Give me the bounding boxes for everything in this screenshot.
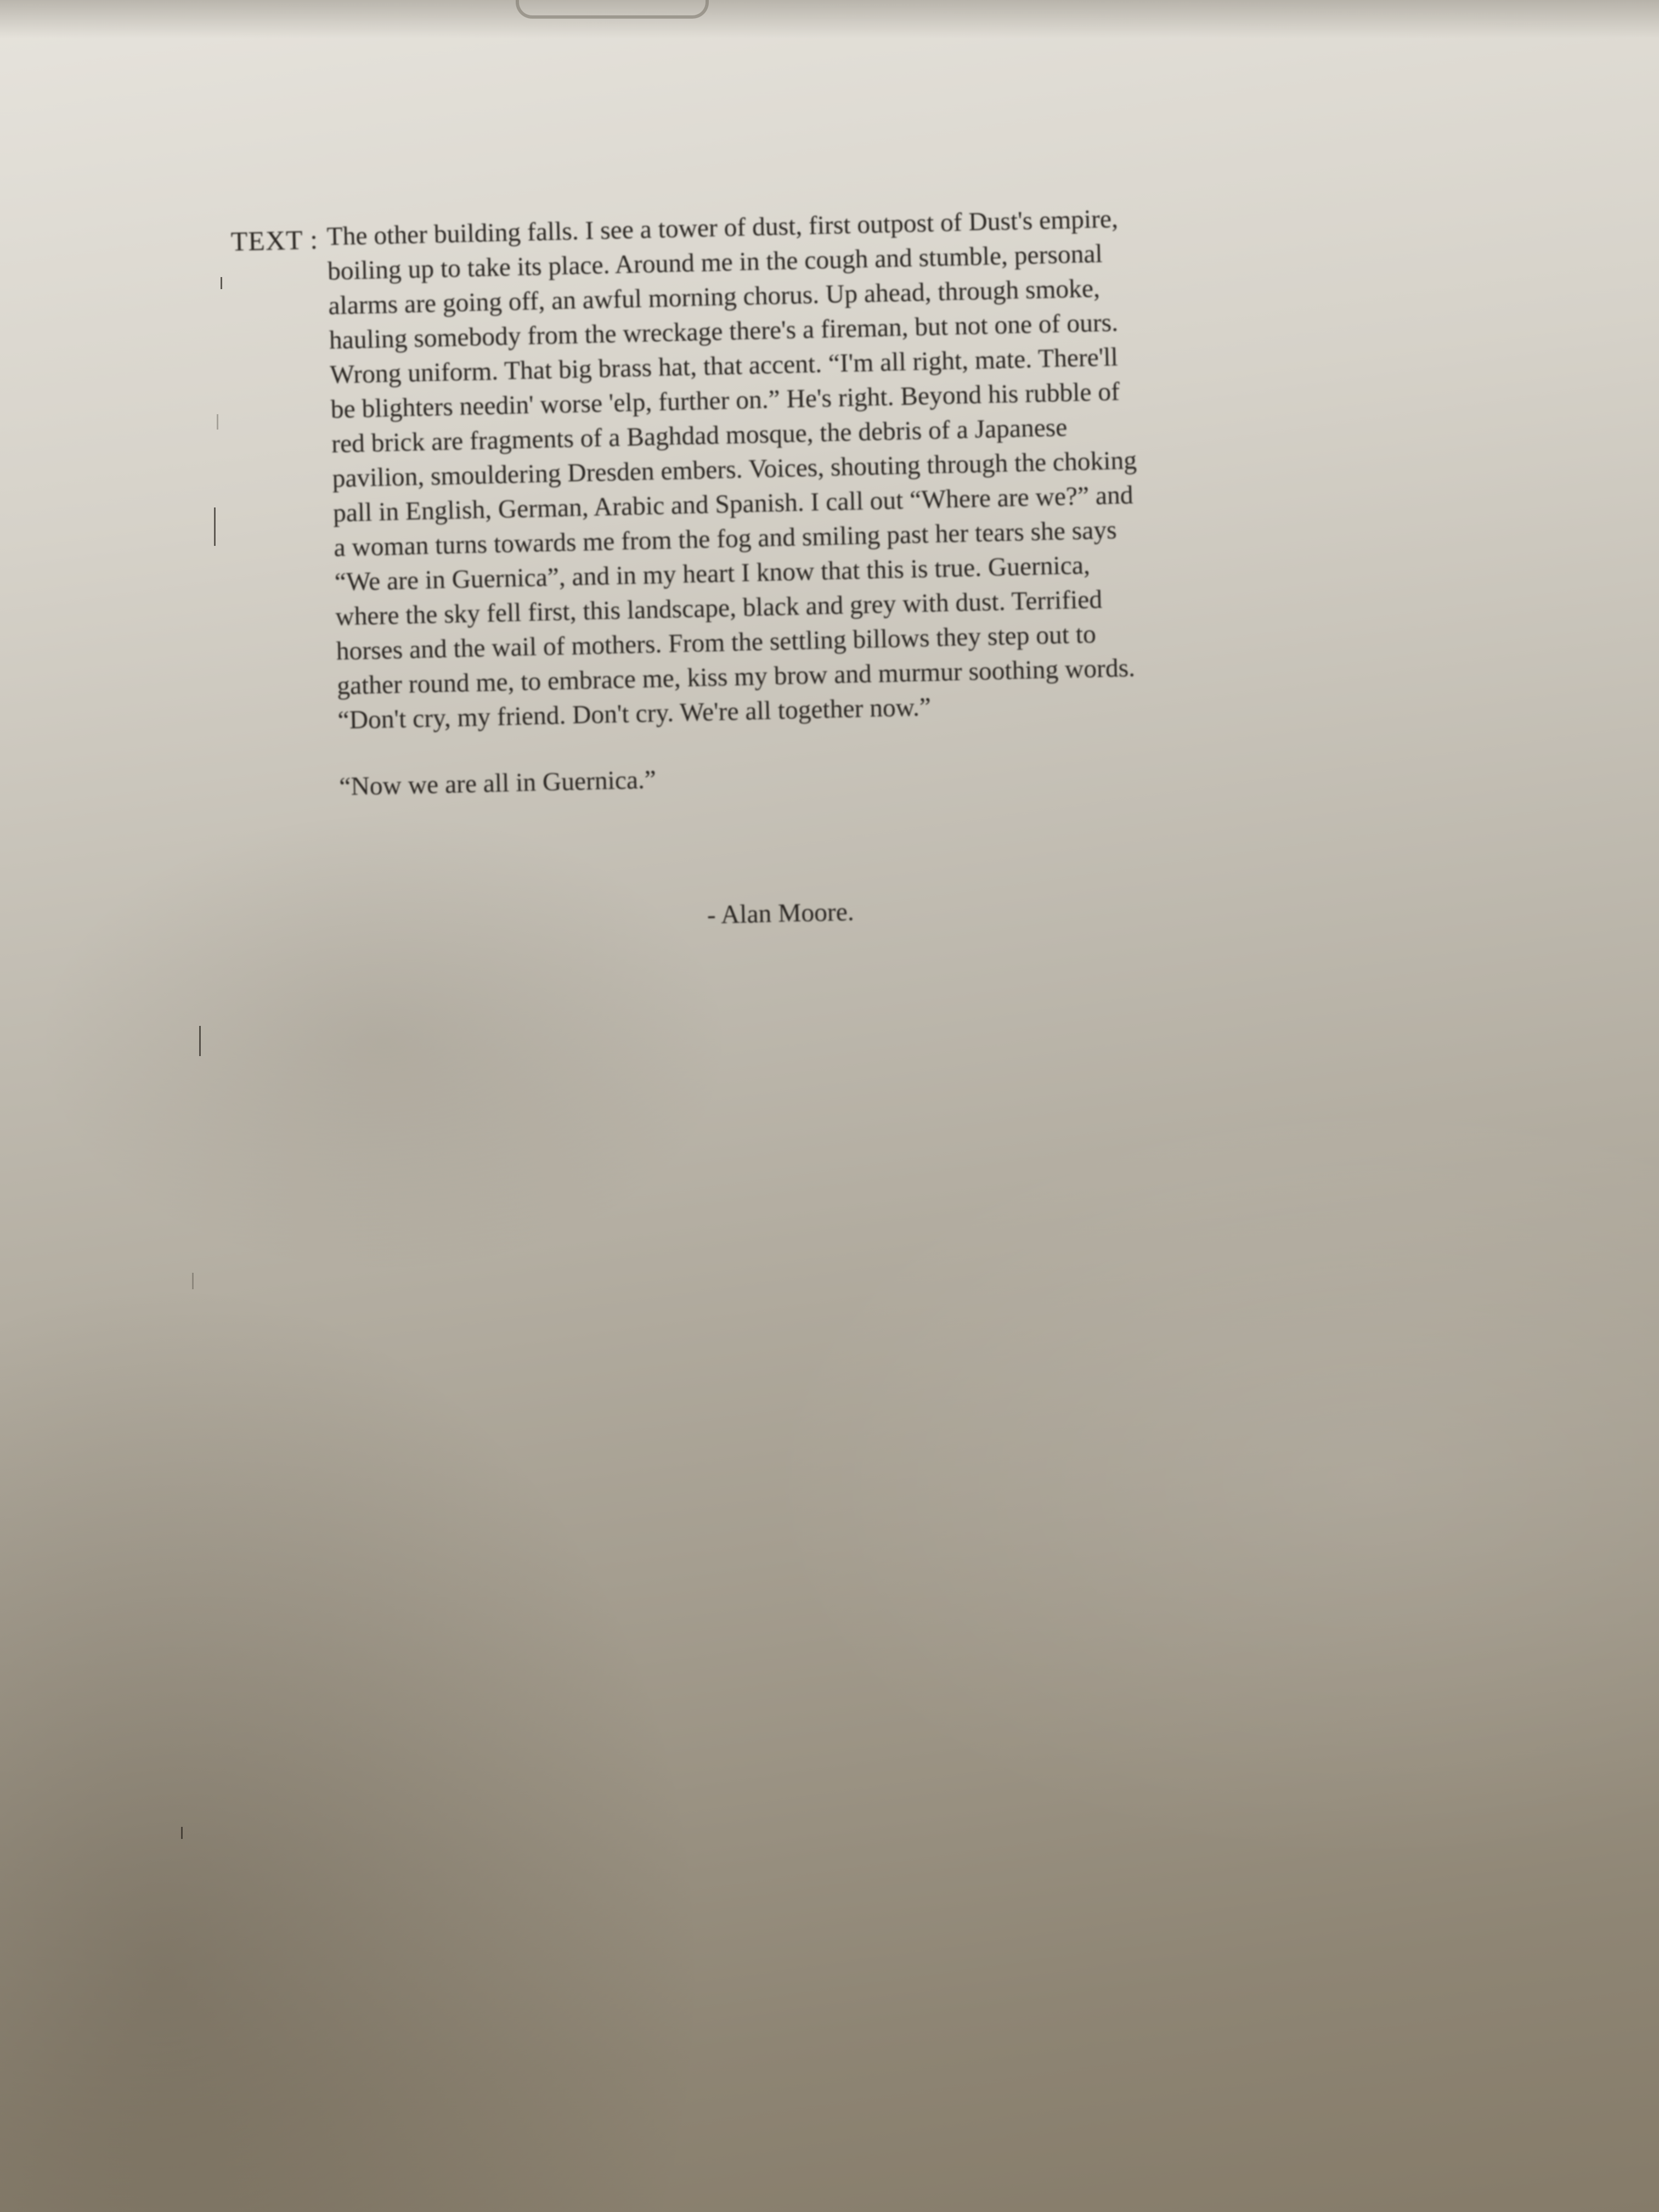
passage-line: boiling up to take its place. Around me in the cough and stumble, personal [327,239,1103,286]
margin-mark [181,1827,183,1839]
passage-line: be blighters needin' worse 'elp, further on.” He's right. Beyond his rubble of [330,377,1120,424]
document-text-block [225,199,1283,941]
passage-line: a woman turns towards me from the fog and smiling past her tears she says [333,516,1118,562]
passage-line: horses and the wail of mothers. From the settling billows they step out to [336,620,1097,666]
margin-mark [192,1273,194,1289]
passage-line: where the sky fell first, this landscape, black and grey with dust. Terrified [335,585,1103,631]
binder-clip [516,0,709,19]
margin-mark [199,1026,201,1056]
passage [326,200,1238,738]
attribution: - Alan Moore. [707,898,855,930]
closing-line: “Now we are all in Guernica.” [338,765,657,802]
passage-line: pavilion, smouldering Dresden embers. Voices, shouting through the choking [332,446,1137,493]
margin-mark [214,507,216,546]
passage-line: Wrong uniform. That big brass hat, that accent. “I'm all right, mate. There'll [329,343,1119,390]
passage-line: The other building falls. I see a tower of dust, first outpost of Dust's empire, [326,205,1119,251]
passage-line: pall in English, German, Arabic and Spanish. I call out “Where are we?” and [332,481,1134,528]
margin-mark [217,414,218,430]
passage-line: “We are in Guernica”, and in my heart I know that this is true. Guernica, [334,551,1091,597]
passage-line: “Don't cry, my friend. Don't cry. We're all together now.” [337,693,932,735]
passage-line: red brick are fragments of a Baghdad mosque, the debris of a Japanese [331,413,1068,459]
top-edge-shadow [0,0,1659,38]
passage-line: alarms are going off, an awful morning chorus. Up ahead, through smoke, [328,274,1101,320]
margin-mark [221,277,222,289]
passage-line: gather round me, to embrace me, kiss my brow and murmur soothing words. [336,653,1136,701]
text-label: TEXT : [230,224,319,257]
passage-line: hauling somebody from the wreckage there's a fireman, but not one of ours. [329,308,1119,355]
